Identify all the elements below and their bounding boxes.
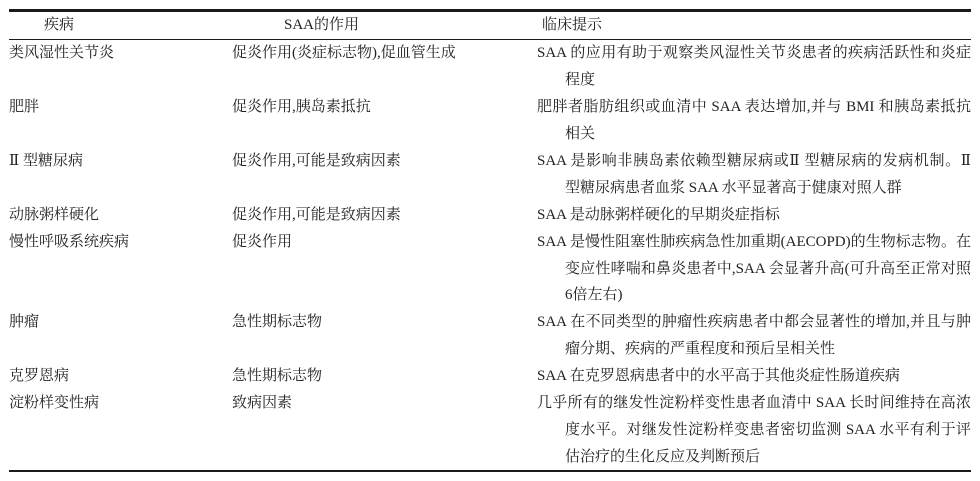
table-row (9, 40, 971, 95)
saa-role-cell: 促炎作用 (232, 234, 293, 250)
table-row (9, 363, 971, 390)
table-row (9, 309, 971, 363)
col-header-disease: 疾病 (9, 11, 232, 40)
clinical-note-cell: SAA 的应用有助于观察类风湿性关节炎患者的疾病活跃性和炎症程度 (537, 45, 971, 88)
col-header-clinical: 临床提示 (537, 11, 971, 40)
saa-role-cell: 促炎作用,可能是致病因素 (232, 153, 401, 169)
disease-cell: Ⅱ 型糖尿病 (9, 153, 83, 169)
disease-cell: 肿瘤 (9, 314, 40, 331)
saa-role-cell: 促炎作用(炎症标志物),促血管生成 (232, 45, 456, 61)
header-row (9, 11, 971, 40)
disease-cell: 肥胖 (9, 99, 40, 115)
clinical-note-cell: SAA 在克罗恩病患者中的水平高于其他炎症性肠道疾病 (537, 368, 900, 385)
table-row (9, 94, 971, 148)
disease-cell: 克罗恩病 (9, 368, 70, 385)
disease-cell: 类风湿性关节炎 (9, 45, 115, 61)
clinical-note-cell: SAA 是动脉粥样硬化的早期炎症指标 (537, 207, 780, 223)
clinical-note-cell: 几乎所有的继发性淀粉样变性患者血清中 SAA 长时间维持在高浓度水平。对继发性淀粉样变患者密切监测 SAA 水平有利于评估治疗的生化反应及判断预后 (537, 395, 971, 465)
saa-role-cell: 致病因素 (232, 395, 293, 412)
clinical-note-cell: SAA 是慢性阻塞性肺疾病急性加重期(AECOPD)的生物标志物。在变应性哮喘和鼻炎患者中,SAA 会显著升高(可升高至正常对照6倍左右) (537, 234, 971, 304)
clinical-note-cell: SAA 是影响非胰岛素依赖型糖尿病或Ⅱ 型糖尿病的发病机制。Ⅱ 型糖尿病患者血浆 SAA 水平显著高于健康对照人群 (537, 153, 971, 196)
saa-role-cell: 急性期标志物 (232, 368, 323, 385)
col-header-saa-role: SAA的作用 (232, 11, 537, 40)
table-row (9, 148, 971, 202)
saa-role-cell: 急性期标志物 (232, 314, 323, 331)
table-row (9, 229, 971, 309)
table-row (9, 202, 971, 229)
disease-cell: 慢性呼吸系统疾病 (9, 234, 130, 250)
disease-cell: 动脉粥样硬化 (9, 207, 100, 223)
clinical-note-cell: SAA 在不同类型的肿瘤性疾病患者中都会显著性的增加,并且与肿瘤分期、疾病的严重程度和预后呈相关性 (537, 314, 971, 357)
saa-disease-table (9, 9, 971, 472)
clinical-note-cell: 肥胖者脂肪组织或血清中 SAA 表达增加,并与 BMI 和胰岛素抵抗相关 (537, 99, 971, 142)
disease-cell: 淀粉样变性病 (9, 395, 100, 412)
table-row (9, 390, 971, 471)
saa-role-cell: 促炎作用,胰岛素抵抗 (232, 99, 371, 115)
saa-role-cell: 促炎作用,可能是致病因素 (232, 207, 401, 223)
